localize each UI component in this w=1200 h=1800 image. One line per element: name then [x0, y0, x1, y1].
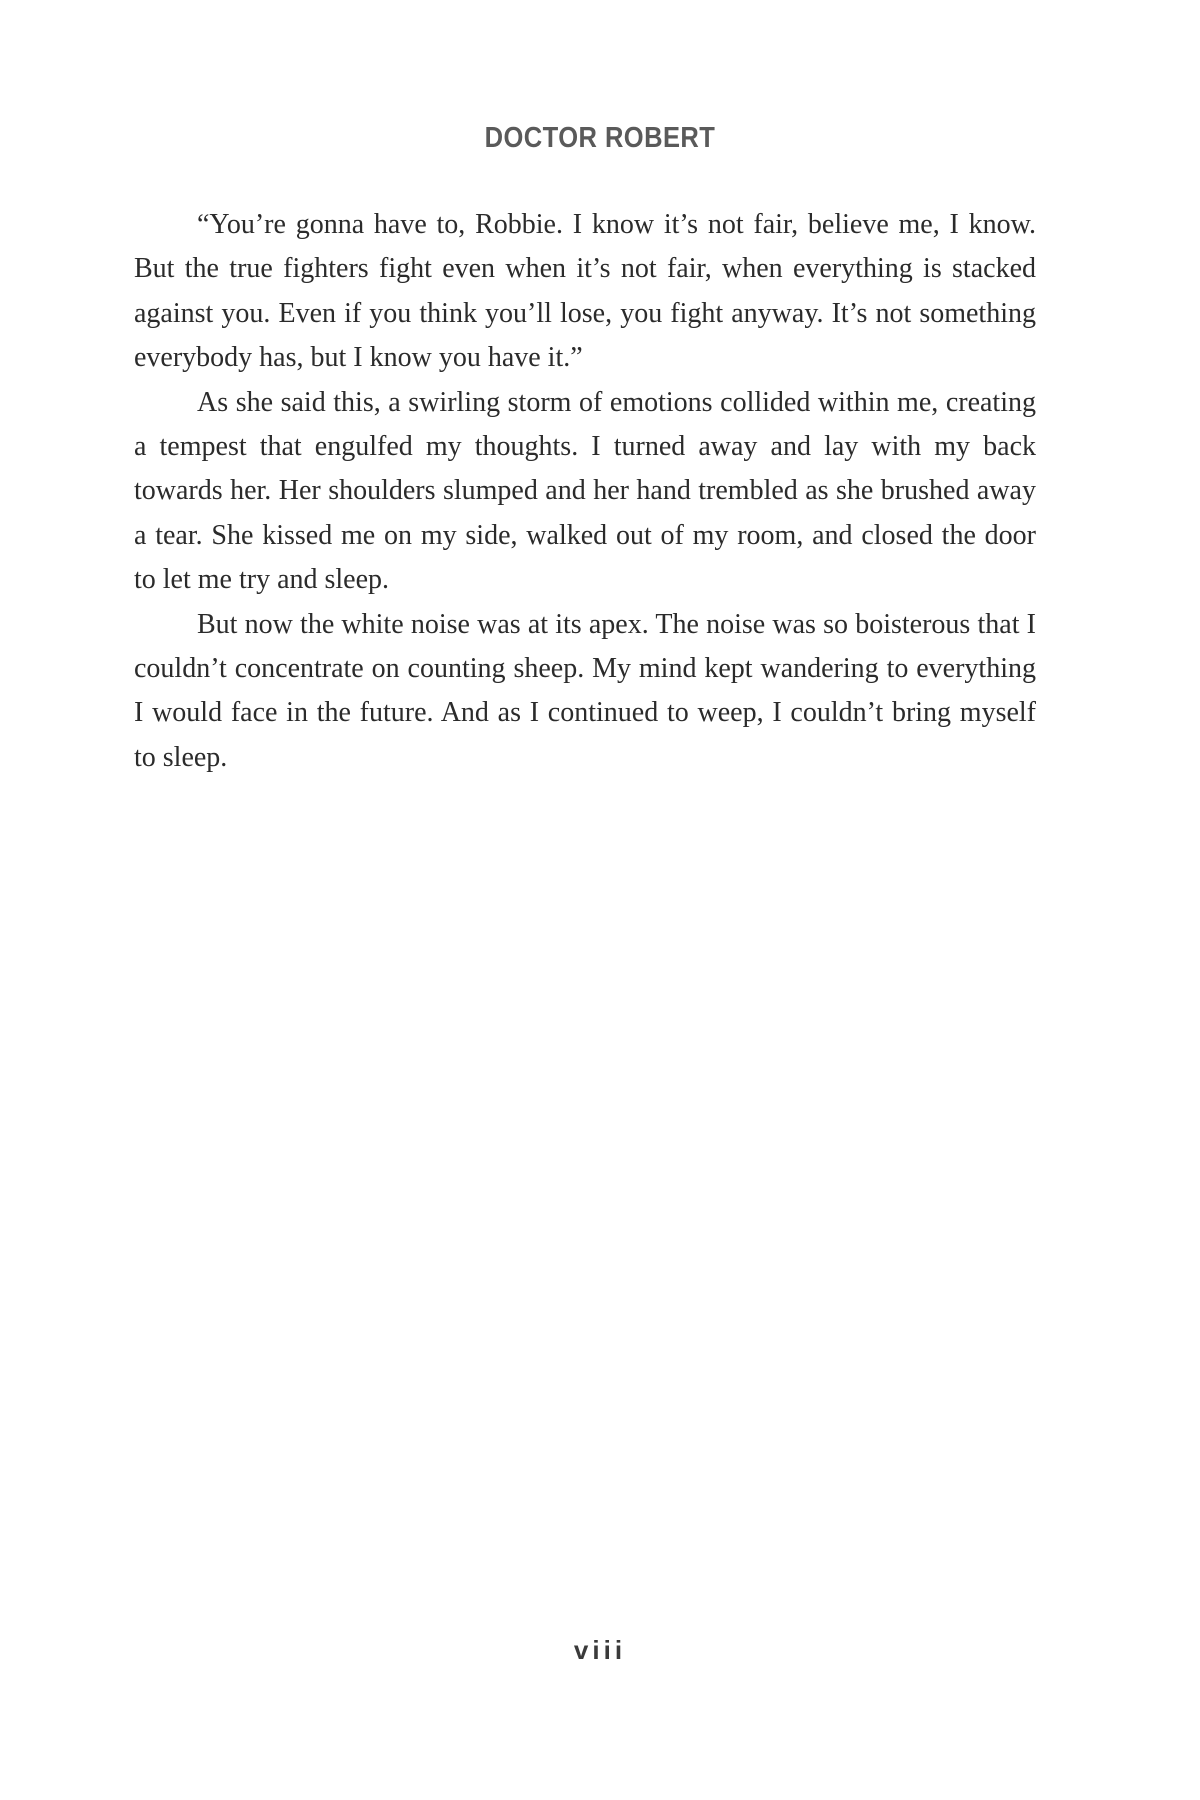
paragraph: As she said this, a swirling storm of emotions collided within me, creating a tempest that engulfed my thoughts. I turned away and lay with my back towards her. Her shoulders slumped and her hand trembled as she brushed away a tear. She kissed me on my side, walked out of my room, and closed the door to let me try and sleep.: [134, 386, 1036, 596]
page-number: viii: [573, 1635, 627, 1665]
paragraph: But now the white noise was at its apex. The noise was so boisterous that I couldn’t concentrate on counting sheep. My mind kept wandering to everything I would face in the future. And as I continued to weep, I couldn’t bring myself to sleep.: [134, 608, 1036, 773]
running-head: DOCTOR ROBERT: [484, 122, 716, 154]
body-text: [134, 203, 1036, 780]
paragraph: “You’re gonna have to, Robbie. I know it’s not fair, believe me, I know. But the true fighters fight even when it’s not fair, when everything is stacked against you. Even if you think you’ll lose, you fight anyway. It’s not something everybody has, but I know you have it.”: [134, 209, 1036, 374]
